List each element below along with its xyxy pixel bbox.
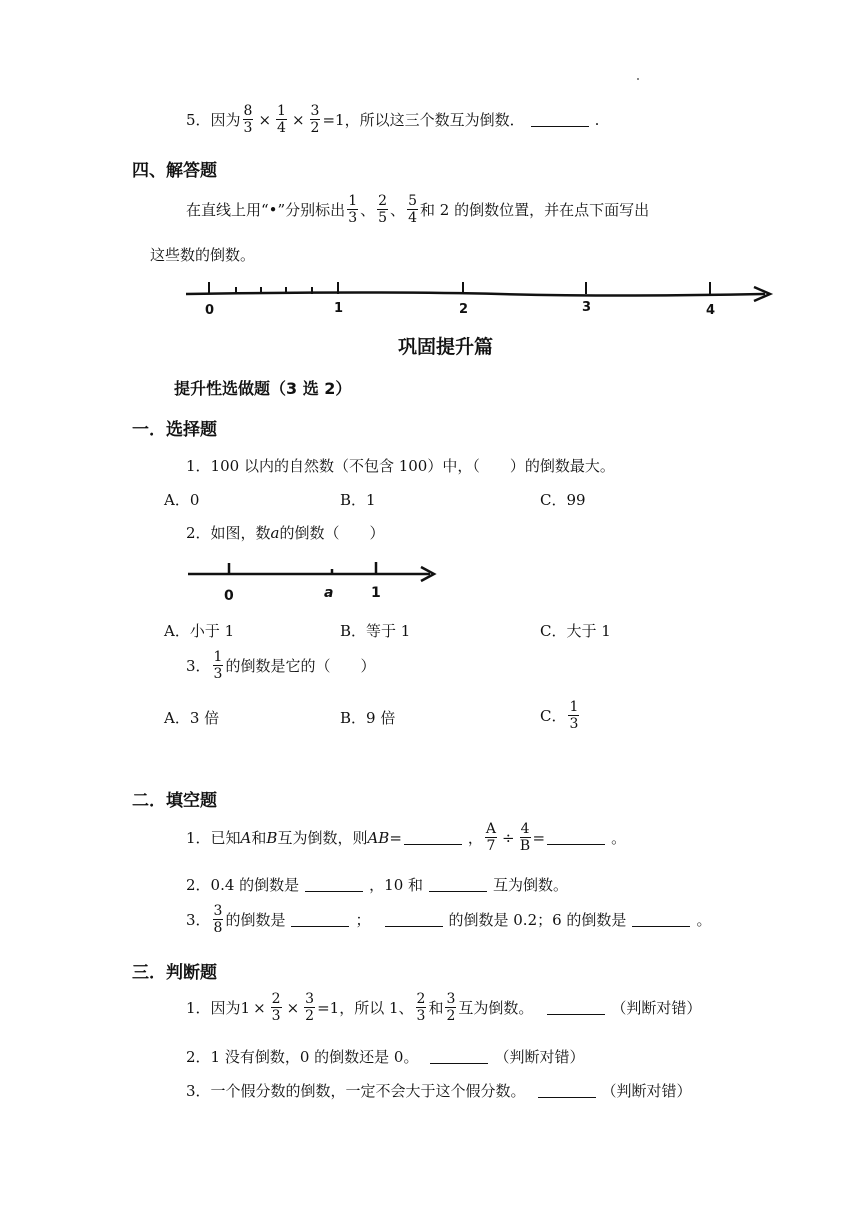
times-sign: × [291,110,305,129]
fraction [485,822,497,853]
numerator: 4 [520,821,530,837]
variable: B [266,828,278,847]
answer-blank[interactable] [404,830,462,845]
text: 2．如图，数 [186,524,271,542]
numerator: 3 [446,991,456,1007]
denominator: 3 [569,716,579,732]
section-heading-choice: 一．选择题 [132,420,217,440]
numerator: 3 [305,991,315,1007]
text: ，所以 1、 [339,999,414,1017]
answer-blank[interactable] [291,912,349,927]
denominator: 3 [213,666,223,682]
denominator: 2 [446,1008,456,1024]
fraction [271,992,282,1023]
text: 互为倒数，则 [277,829,368,847]
text: 和 2 的倒数位置，并在点下面写出 [419,201,650,219]
text: 2．0.4 的倒数是 [186,876,300,894]
mc-q3-option-b[interactable]: B．9 倍 [340,709,396,727]
text: 1．已知 [186,829,241,847]
section4-paragraph [186,194,649,225]
answer-blank[interactable] [385,912,443,927]
text: 。 [611,829,627,847]
text: （判断对错） [611,999,702,1017]
mc-q2-option-a[interactable]: A．小于 1 [164,622,235,640]
text: 在直线上用“•”分别标出 [186,201,346,219]
answer-blank[interactable] [429,877,487,892]
text: 3．一个假分数的倒数，一定不会大于这个假分数。 [186,1082,526,1100]
answer-blank[interactable] [547,830,605,845]
fraction [568,700,579,731]
label-1: 1 [371,585,381,601]
section-heading-judge: 三．判断题 [132,963,217,983]
numerator: 2 [271,991,281,1007]
text: 2．1 没有倒数，0 的倒数还是 0。 [186,1048,419,1066]
text: 3． [186,657,211,675]
text: = [389,828,402,847]
q5-text: =1，所以这三个数互为倒数． [322,111,525,129]
times-sign: × [253,998,266,1017]
label-a: a [324,585,334,601]
numerator: 1 [213,649,223,665]
fraction [407,194,418,225]
fill-question-1 [186,822,626,853]
separator: 、 [360,201,376,219]
numerator: 5 [408,193,417,209]
denominator: 3 [243,120,253,136]
numerator: 1 [569,699,579,715]
text: 的倒数是 [225,911,286,929]
judge-question-3 [186,1080,692,1101]
number-line-figure-a [184,555,440,605]
tick-label-4: 4 [706,303,716,318]
fraction [520,822,531,853]
denominator: 3 [271,1008,281,1024]
page-title: 巩固提升篇 [398,336,494,358]
numerator: 2 [378,193,388,209]
denominator: 2 [310,120,320,136]
denominator: 5 [378,210,388,226]
text: 的倒数是它的（ ） [225,657,376,675]
variable: A [240,828,252,847]
label-0: 0 [224,588,234,604]
text: 的倒数（ ） [279,524,385,542]
fraction [213,904,224,935]
numerator: 8 [243,103,253,119]
denominator: B [519,838,531,854]
separator: 、 [390,201,406,219]
section4-paragraph-cont: 这些数的倒数。 [150,246,256,264]
text: =1 [317,998,340,1017]
text: 。 [696,911,712,929]
page-mark [637,78,639,80]
tick-label-3: 3 [582,300,592,315]
variable: a [270,523,280,542]
text: ； [355,911,371,929]
denominator: 7 [486,838,496,854]
mc-q2-option-b[interactable]: B．等于 1 [340,622,411,640]
fraction [213,650,224,681]
denominator: 4 [277,120,286,136]
option-label: C． [540,707,567,725]
denominator: 2 [305,1008,315,1024]
numerator: 1 [348,193,358,209]
answer-blank[interactable] [305,877,363,892]
mc-q1-option-c[interactable]: C．99 [540,491,586,509]
number: 1 [240,998,251,1017]
mc-q1-option-b[interactable]: B．1 [340,491,376,509]
fraction [276,104,287,135]
answer-blank[interactable] [531,112,589,127]
numerator: 1 [277,103,286,119]
mc-q2-option-c[interactable]: C．大于 1 [540,622,611,640]
numerator: 3 [310,103,320,119]
denominator: 3 [348,210,358,226]
text: 1．因为 [186,999,241,1017]
divide-sign: ÷ [502,828,515,847]
fraction [416,992,427,1023]
variable: AB [367,828,390,847]
fraction [347,194,358,225]
q5-suffix: . [594,110,600,129]
text: （判断对错） [601,1082,692,1100]
numerator: A [485,821,497,837]
tick-label-1: 1 [334,301,344,316]
answer-blank[interactable] [547,1000,605,1015]
number-line-figure [180,278,780,320]
fraction [304,992,315,1023]
text: = [532,828,546,847]
mc-q1-option-a[interactable]: A．0 [164,491,200,509]
denominator: 3 [416,1008,426,1024]
text: 互为倒数。 [493,876,569,894]
mc-question-3 [186,650,375,681]
text: 3． [186,911,211,929]
fraction [243,104,254,135]
axis-line [186,293,765,296]
times-sign: × [258,110,272,129]
fill-question-2 [186,874,568,895]
fraction [310,104,321,135]
fraction [445,992,456,1023]
numerator: 2 [416,991,426,1007]
mc-q3-option-c[interactable] [540,700,581,731]
mc-q3-option-a[interactable]: A．3 倍 [164,709,220,727]
text: ，10 和 [369,876,424,894]
tick-label-0: 0 [205,303,215,318]
judge-question-2 [186,1046,585,1067]
text: 和 [251,829,267,847]
judge-question-1 [186,992,701,1023]
mc-question-2 [186,522,385,543]
text: 互为倒数。 [458,999,534,1017]
q5-prefix: 5．因为 [186,111,241,129]
text: ， [467,829,483,847]
question-5 [186,104,599,135]
denominator: 4 [408,210,417,226]
section-heading-4: 四、解答题 [132,161,217,181]
section-heading-fill: 二．填空题 [132,791,217,811]
mc-question-1: 1．100 以内的自然数（不包含 100）中，（ ）的倒数最大。 [186,457,615,475]
answer-blank[interactable] [430,1049,488,1064]
text: 和 [428,999,444,1017]
answer-blank[interactable] [632,912,690,927]
answer-blank[interactable] [538,1083,596,1098]
numerator: 3 [213,903,223,919]
fraction [377,194,388,225]
text: 的倒数是 0.2；6 的倒数是 [448,911,627,929]
fill-question-3 [186,904,711,935]
times-sign: × [286,998,300,1017]
subtitle: 提升性选做题（3 选 2） [174,379,352,398]
denominator: 8 [213,920,223,936]
tick-label-2: 2 [459,302,469,317]
text: （判断对错） [494,1048,585,1066]
